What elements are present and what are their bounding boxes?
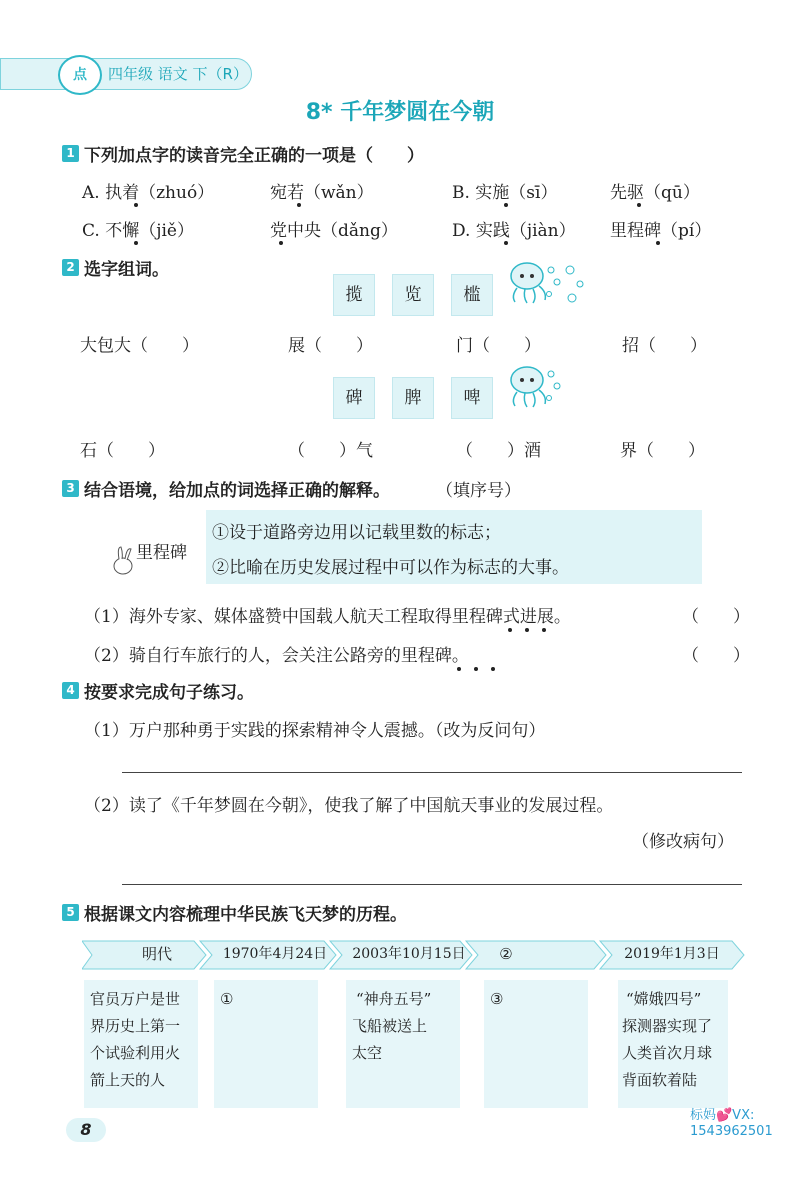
char-option: 揽	[333, 274, 375, 316]
emphasis-dot	[457, 667, 461, 671]
q2-blank-8: 界（ ）	[620, 441, 705, 461]
page-title: 8* 千年梦圆在今朝	[305, 100, 495, 125]
emphasis-dot	[297, 203, 301, 207]
q1-option-b: B. 实施（sī）	[452, 183, 558, 203]
emphasis-dot	[279, 241, 283, 245]
question-number-3: 3	[62, 480, 79, 497]
timeline-label: 2019年1月3日	[624, 946, 720, 962]
question-1-text: 下列加点字的读音完全正确的一项是（ ）	[84, 146, 424, 166]
rabbit-icon	[110, 544, 136, 576]
emphasis-dot	[134, 203, 138, 207]
jellyfish-illustration	[505, 260, 561, 308]
q3-item-2: （2）骑自行车旅行的人，会关注公路旁的里程碑。	[84, 646, 469, 666]
timeline-label: ②	[499, 945, 513, 963]
timeline-label: 2003年10月15日	[352, 946, 466, 962]
card-line: ③	[490, 990, 504, 1008]
q1-option-c: C. 不懈（jiě）	[82, 221, 194, 241]
timeline-card	[618, 980, 728, 1108]
char-option: 碑	[333, 377, 375, 419]
emphasis-dot	[491, 667, 495, 671]
emphasis-dot	[504, 241, 508, 245]
q2-blank-1: 大包大（ ）	[80, 336, 199, 356]
q2-blank-7: （ ）酒	[456, 441, 541, 461]
card-line: 人类首次月球	[622, 1044, 713, 1062]
timeline-label: 明代	[141, 945, 172, 963]
question-5-text: 根据课文内容梳理中华民族飞天梦的历程。	[84, 905, 407, 925]
emphasis-dot	[656, 241, 660, 245]
card-line: 个试验利用火	[90, 1044, 181, 1062]
definition-2: ②比喻在历史发展过程中可以作为标志的大事。	[212, 558, 569, 578]
q2-blank-2: 展（ ）	[288, 336, 373, 356]
card-line: “嫦娥四号”	[626, 990, 702, 1008]
card-line: 官员万户是世	[90, 990, 181, 1008]
timeline-card-blank[interactable]	[484, 980, 588, 1108]
char-option: 览	[392, 274, 434, 316]
q1-option-d2: 里程碑（pí）	[610, 221, 712, 241]
q3-answer-1: （ ）	[682, 607, 750, 627]
page-number: 8	[66, 1118, 106, 1142]
q3-item-1: （1）海外专家、媒体盛赞中国载人航天工程取得里程碑式进展。	[84, 607, 571, 627]
q2-blank-4: 招（ ）	[622, 336, 707, 356]
jellyfish-illustration	[505, 364, 561, 412]
question-3-hint: （填序号）	[436, 481, 521, 501]
definition-1: ①设于道路旁边用以记载里数的标志；	[212, 523, 501, 543]
timeline-card	[346, 980, 460, 1108]
card-line: 太空	[352, 1044, 383, 1062]
question-number-4: 4	[62, 682, 79, 699]
card-line: 飞船被送上	[352, 1017, 428, 1035]
card-line: “神舟五号”	[356, 990, 432, 1008]
emphasis-dot	[504, 203, 508, 207]
answer-line[interactable]	[122, 772, 742, 773]
q1-option-b2: 先驱（qū）	[610, 183, 700, 203]
q3-answer-2: （ ）	[682, 646, 750, 666]
q4-item-1: （1）万户那种勇于实践的探索精神令人震撼。（改为反问句）	[84, 721, 546, 741]
q2-blank-5: 石（ ）	[80, 441, 165, 461]
emphasis-dot	[542, 628, 546, 632]
question-number-2: 2	[62, 259, 79, 276]
emphasis-dot	[134, 241, 138, 245]
card-line: 箭上天的人	[90, 1071, 166, 1089]
q2-blank-3: 门（ ）	[456, 336, 541, 356]
char-option: 啤	[451, 377, 493, 419]
char-option: 槛	[451, 274, 493, 316]
char-option: 脾	[392, 377, 434, 419]
term-label: 里程碑	[136, 543, 187, 563]
card-line: 界历史上第一	[90, 1017, 181, 1035]
watermark-line-2: 1543962501	[690, 1124, 773, 1139]
question-2-text: 选字组词。	[84, 260, 169, 280]
emphasis-dot	[637, 203, 641, 207]
question-4-text: 按要求完成句子练习。	[84, 683, 254, 703]
question-number-1: 1	[62, 145, 79, 162]
q2-blank-6: （ ）气	[288, 441, 373, 461]
brand-logo: 点	[58, 55, 102, 95]
q1-option-c2: 党中央（dǎng）	[270, 221, 398, 241]
question-3-text: 结合语境，给加点的词选择正确的解释。	[84, 481, 390, 501]
answer-line[interactable]	[122, 884, 742, 885]
timeline-card-blank[interactable]	[214, 980, 318, 1108]
q4-item-2: （2）读了《千年梦圆在今朝》，使我了解了中国航天事业的发展过程。	[84, 796, 614, 816]
timeline-card	[84, 980, 198, 1108]
header-subject: 四年级 语文 下（R）	[108, 65, 248, 83]
card-line: ①	[220, 990, 234, 1008]
emphasis-dot	[474, 667, 478, 671]
emphasis-dot	[508, 628, 512, 632]
q1-option-d: D. 实践（jiàn）	[452, 221, 576, 241]
bubbles-decoration	[560, 262, 590, 312]
emphasis-dot	[525, 628, 529, 632]
q1-option-a: A. 执着（zhuó）	[82, 183, 215, 203]
q4-item-2-hint: （修改病句）	[632, 832, 734, 852]
q1-option-a2: 宛若（wǎn）	[270, 183, 374, 203]
card-line: 探测器实现了	[622, 1017, 713, 1035]
card-line: 背面软着陆	[622, 1071, 698, 1089]
watermark-line-1: 标妈💕VX:	[690, 1108, 755, 1123]
timeline-label: 1970年4月24日	[222, 946, 328, 962]
question-number-5: 5	[62, 904, 79, 921]
